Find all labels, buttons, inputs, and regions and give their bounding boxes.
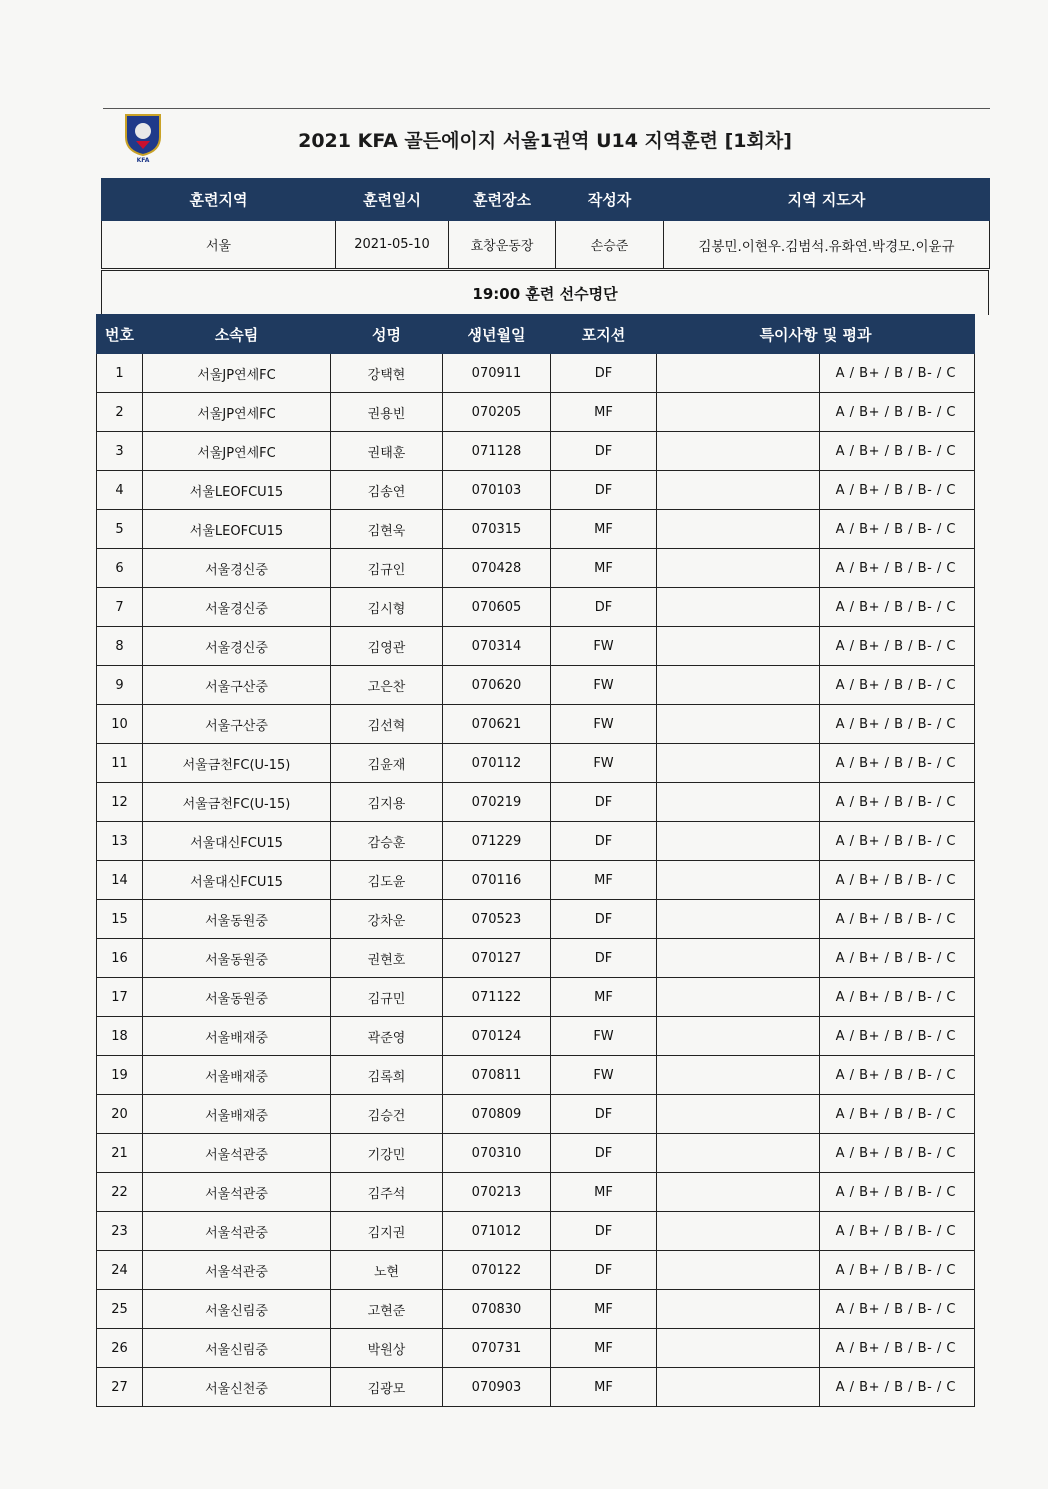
remarks-cell [657,744,820,783]
grade-options-cell: A / B+ / B / B- / C [820,1368,975,1407]
team-cell: 서울신림중 [143,1329,331,1368]
table-row [97,1290,975,1329]
player-name-cell: 김지권 [331,1212,443,1251]
table-row [97,1329,975,1368]
birthdate-cell: 071122 [443,978,551,1017]
position-cell: FW [551,666,657,705]
player-name-cell: 김송연 [331,471,443,510]
birthdate-cell: 070219 [443,783,551,822]
table-row [97,471,975,510]
position-cell: DF [551,1095,657,1134]
grade-options-cell: A / B+ / B / B- / C [820,627,975,666]
document-title: 2021 KFA 골든에이지 서울1권역 U14 지역훈련 [1회차] [298,130,792,152]
birthdate-cell: 070103 [443,471,551,510]
birthdate-cell: 070911 [443,354,551,393]
player-name-cell: 김주석 [331,1173,443,1212]
table-row [97,510,975,549]
remarks-cell [657,705,820,744]
player-name-cell: 김광모 [331,1368,443,1407]
team-cell: 서울동원중 [143,939,331,978]
player-name-cell: 고현준 [331,1290,443,1329]
date-value: 2021-05-10 [336,221,449,269]
row-number: 20 [97,1095,143,1134]
table-row [97,549,975,588]
grade-options-cell: A / B+ / B / B- / C [820,510,975,549]
team-cell: 서울경신중 [143,588,331,627]
remarks-cell [657,354,820,393]
player-name-cell: 김현욱 [331,510,443,549]
birthdate-cell: 070112 [443,744,551,783]
birthdate-cell: 070903 [443,1368,551,1407]
birthdate-cell: 070811 [443,1056,551,1095]
row-number: 21 [97,1134,143,1173]
row-number: 16 [97,939,143,978]
remarks-cell [657,510,820,549]
team-cell: 서울금천FC(U-15) [143,783,331,822]
header-number: 번호 [97,315,143,354]
position-cell: MF [551,393,657,432]
team-cell: 서울신천중 [143,1368,331,1407]
coaches-value: 김봉민.이현우.김범석.유화연.박경모.이윤규 [664,221,990,269]
row-number: 14 [97,861,143,900]
team-cell: 서울LEOFCU15 [143,471,331,510]
player-name-cell: 곽준영 [331,1017,443,1056]
header-name: 성명 [331,315,443,354]
remarks-cell [657,939,820,978]
row-number: 6 [97,549,143,588]
remarks-cell [657,1212,820,1251]
remarks-cell [657,471,820,510]
row-number: 7 [97,588,143,627]
player-name-cell: 김승건 [331,1095,443,1134]
grade-options-cell: A / B+ / B / B- / C [820,1290,975,1329]
grade-options-cell: A / B+ / B / B- / C [820,900,975,939]
grade-options-cell: A / B+ / B / B- / C [820,1212,975,1251]
birthdate-cell: 070213 [443,1173,551,1212]
player-name-cell: 김지용 [331,783,443,822]
position-cell: FW [551,1056,657,1095]
header-date: 훈련일시 [336,179,449,221]
session-title-table [101,270,989,315]
position-cell: FW [551,705,657,744]
player-name-cell: 김록희 [331,1056,443,1095]
remarks-cell [657,1017,820,1056]
grade-options-cell: A / B+ / B / B- / C [820,1017,975,1056]
table-row [97,666,975,705]
birthdate-cell: 070523 [443,900,551,939]
remarks-cell [657,783,820,822]
grade-options-cell: A / B+ / B / B- / C [820,705,975,744]
remarks-cell [657,666,820,705]
remarks-cell [657,1368,820,1407]
venue-value: 효창운동장 [449,221,556,269]
remarks-cell [657,1056,820,1095]
position-cell: DF [551,783,657,822]
remarks-cell [657,978,820,1017]
player-name-cell: 권현호 [331,939,443,978]
row-number: 18 [97,1017,143,1056]
remarks-cell [657,432,820,471]
grade-options-cell: A / B+ / B / B- / C [820,666,975,705]
table-row [97,861,975,900]
player-name-cell: 기강민 [331,1134,443,1173]
header-venue: 훈련장소 [449,179,556,221]
birthdate-cell: 071128 [443,432,551,471]
row-number: 2 [97,393,143,432]
table-row [97,900,975,939]
position-cell: DF [551,1212,657,1251]
position-cell: DF [551,822,657,861]
position-cell: MF [551,1173,657,1212]
team-cell: 서울대신FCU15 [143,822,331,861]
table-row [97,1173,975,1212]
team-cell: 서울동원중 [143,978,331,1017]
info-values-row [102,221,990,269]
row-number: 4 [97,471,143,510]
position-cell: DF [551,588,657,627]
roster-header-row [97,315,975,354]
row-number: 10 [97,705,143,744]
player-name-cell: 김규인 [331,549,443,588]
table-row [97,1212,975,1251]
position-cell: FW [551,627,657,666]
player-name-cell: 김규민 [331,978,443,1017]
header-coaches: 지역 지도자 [664,179,990,221]
table-row [97,393,975,432]
position-cell: FW [551,1017,657,1056]
remarks-cell [657,1329,820,1368]
birthdate-cell: 070428 [443,549,551,588]
birthdate-cell: 070731 [443,1329,551,1368]
team-cell: 서울LEOFCU15 [143,510,331,549]
team-cell: 서울동원중 [143,900,331,939]
position-cell: MF [551,1368,657,1407]
birthdate-cell: 070605 [443,588,551,627]
table-row [97,783,975,822]
team-cell: 서울대신FCU15 [143,861,331,900]
position-cell: DF [551,939,657,978]
player-name-cell: 강차운 [331,900,443,939]
position-cell: MF [551,1329,657,1368]
team-cell: 서울구산중 [143,666,331,705]
row-number: 24 [97,1251,143,1290]
grade-options-cell: A / B+ / B / B- / C [820,1173,975,1212]
team-cell: 서울석관중 [143,1251,331,1290]
grade-options-cell: A / B+ / B / B- / C [820,939,975,978]
birthdate-cell: 070620 [443,666,551,705]
header-position: 포지션 [551,315,657,354]
row-number: 26 [97,1329,143,1368]
position-cell: MF [551,1290,657,1329]
player-name-cell: 김윤재 [331,744,443,783]
team-cell: 서울배재중 [143,1017,331,1056]
table-row [97,1017,975,1056]
row-number: 1 [97,354,143,393]
team-cell: 서울석관중 [143,1134,331,1173]
player-name-cell: 김시형 [331,588,443,627]
player-name-cell: 고은찬 [331,666,443,705]
position-cell: MF [551,861,657,900]
team-cell: 서울석관중 [143,1212,331,1251]
remarks-cell [657,861,820,900]
birthdate-cell: 070809 [443,1095,551,1134]
player-name-cell: 권태훈 [331,432,443,471]
grade-options-cell: A / B+ / B / B- / C [820,744,975,783]
birthdate-cell: 070310 [443,1134,551,1173]
table-row [97,978,975,1017]
row-number: 13 [97,822,143,861]
player-name-cell: 박원상 [331,1329,443,1368]
grade-options-cell: A / B+ / B / B- / C [820,354,975,393]
table-row [97,939,975,978]
player-name-cell: 감승훈 [331,822,443,861]
grade-options-cell: A / B+ / B / B- / C [820,783,975,822]
grade-options-cell: A / B+ / B / B- / C [820,978,975,1017]
header-team: 소속팀 [143,315,331,354]
table-row [97,822,975,861]
birthdate-cell: 071012 [443,1212,551,1251]
table-row [97,1095,975,1134]
row-number: 9 [97,666,143,705]
position-cell: MF [551,549,657,588]
position-cell: FW [551,744,657,783]
training-info-table [101,178,990,269]
grade-options-cell: A / B+ / B / B- / C [820,1056,975,1095]
kfa-emblem-icon [122,111,164,163]
remarks-cell [657,822,820,861]
table-row [97,432,975,471]
player-name-cell: 김영관 [331,627,443,666]
header-region: 훈련지역 [102,179,336,221]
region-value: 서울 [102,221,336,269]
remarks-cell [657,393,820,432]
row-number: 15 [97,900,143,939]
author-value: 손승준 [556,221,664,269]
remarks-cell [657,1134,820,1173]
grade-options-cell: A / B+ / B / B- / C [820,1134,975,1173]
info-header-row [102,179,990,221]
remarks-cell [657,588,820,627]
table-row [97,1134,975,1173]
row-number: 12 [97,783,143,822]
row-number: 19 [97,1056,143,1095]
table-row [97,354,975,393]
table-row [97,1251,975,1290]
player-name-cell: 노현 [331,1251,443,1290]
grade-options-cell: A / B+ / B / B- / C [820,861,975,900]
remarks-cell [657,627,820,666]
grade-options-cell: A / B+ / B / B- / C [820,588,975,627]
header-birthdate: 생년월일 [443,315,551,354]
team-cell: 서울경신중 [143,549,331,588]
player-name-cell: 김도윤 [331,861,443,900]
team-cell: 서울신림중 [143,1290,331,1329]
birthdate-cell: 070127 [443,939,551,978]
grade-options-cell: A / B+ / B / B- / C [820,432,975,471]
row-number: 22 [97,1173,143,1212]
session-title: 19:00 훈련 선수명단 [102,271,989,316]
row-number: 5 [97,510,143,549]
remarks-cell [657,1173,820,1212]
row-number: 11 [97,744,143,783]
table-row [97,744,975,783]
birthdate-cell: 070205 [443,393,551,432]
table-row [97,1056,975,1095]
birthdate-cell: 070116 [443,861,551,900]
remarks-cell [657,1095,820,1134]
grade-options-cell: A / B+ / B / B- / C [820,1329,975,1368]
row-number: 17 [97,978,143,1017]
position-cell: DF [551,1251,657,1290]
row-number: 25 [97,1290,143,1329]
table-row [97,1368,975,1407]
player-name-cell: 강택현 [331,354,443,393]
row-number: 8 [97,627,143,666]
birthdate-cell: 070314 [443,627,551,666]
remarks-cell [657,900,820,939]
row-number: 27 [97,1368,143,1407]
position-cell: DF [551,1134,657,1173]
row-number: 23 [97,1212,143,1251]
team-cell: 서울JP연세FC [143,432,331,471]
remarks-cell [657,549,820,588]
birthdate-cell: 071229 [443,822,551,861]
position-cell: DF [551,354,657,393]
team-cell: 서울금천FC(U-15) [143,744,331,783]
remarks-cell [657,1251,820,1290]
team-cell: 서울JP연세FC [143,393,331,432]
logo-text: KFA [136,157,150,163]
birthdate-cell: 070830 [443,1290,551,1329]
top-divider [103,108,990,109]
team-cell: 서울경신중 [143,627,331,666]
grade-options-cell: A / B+ / B / B- / C [820,471,975,510]
header-remarks: 특이사항 및 평과 [657,315,975,354]
table-row [97,627,975,666]
remarks-cell [657,1290,820,1329]
position-cell: DF [551,432,657,471]
grade-options-cell: A / B+ / B / B- / C [820,549,975,588]
player-name-cell: 권용빈 [331,393,443,432]
grade-options-cell: A / B+ / B / B- / C [820,1095,975,1134]
birthdate-cell: 070122 [443,1251,551,1290]
grade-options-cell: A / B+ / B / B- / C [820,393,975,432]
birthdate-cell: 070315 [443,510,551,549]
grade-options-cell: A / B+ / B / B- / C [820,1251,975,1290]
roster-body [97,354,975,1407]
position-cell: MF [551,978,657,1017]
team-cell: 서울구산중 [143,705,331,744]
position-cell: MF [551,510,657,549]
birthdate-cell: 070124 [443,1017,551,1056]
position-cell: DF [551,900,657,939]
team-cell: 서울배재중 [143,1056,331,1095]
team-cell: 서울석관중 [143,1173,331,1212]
position-cell: DF [551,471,657,510]
roster-table [96,314,975,1407]
row-number: 3 [97,432,143,471]
player-name-cell: 김선혁 [331,705,443,744]
birthdate-cell: 070621 [443,705,551,744]
team-cell: 서울JP연세FC [143,354,331,393]
header-author: 작성자 [556,179,664,221]
team-cell: 서울배재중 [143,1095,331,1134]
table-row [97,705,975,744]
grade-options-cell: A / B+ / B / B- / C [820,822,975,861]
table-row [97,588,975,627]
